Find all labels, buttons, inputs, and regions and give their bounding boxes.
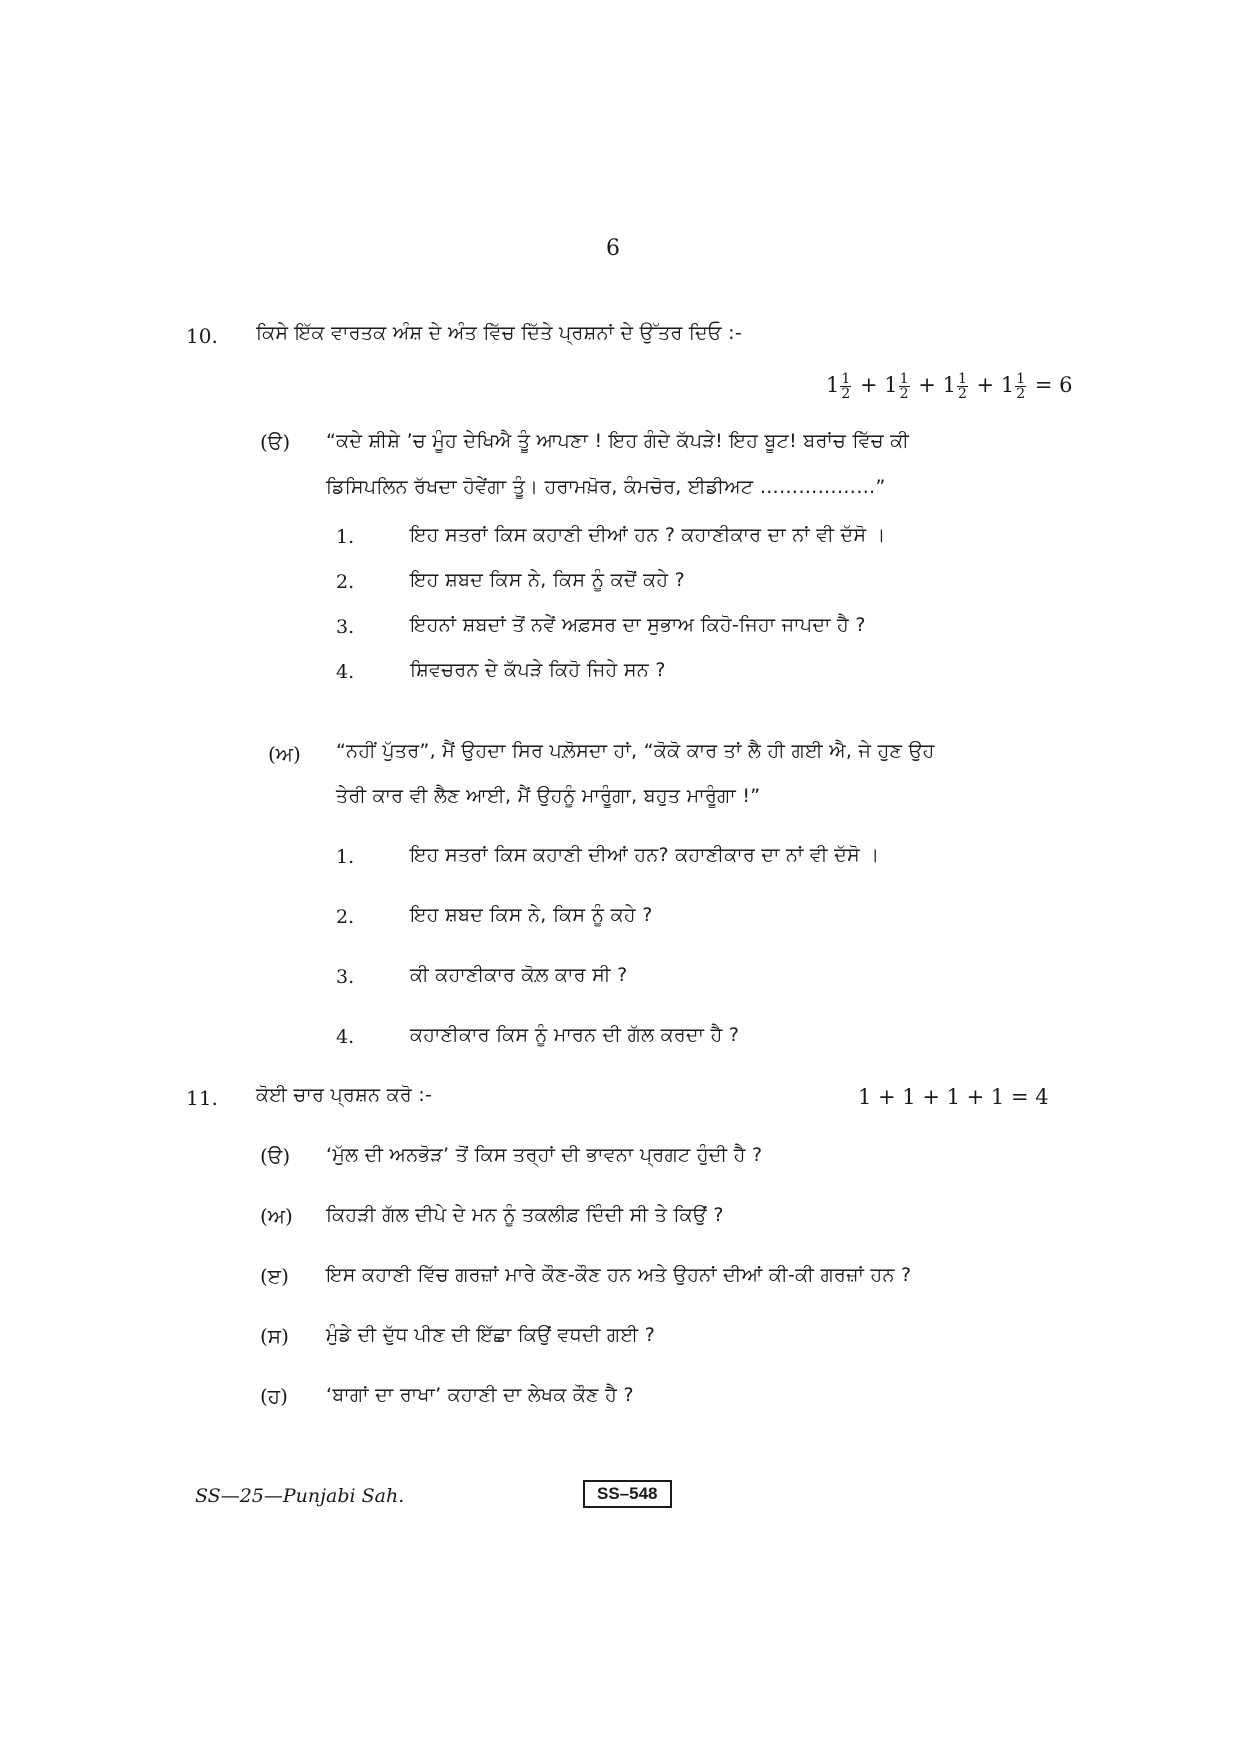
question-11-item-a-label: (ੳ) bbox=[260, 1144, 291, 1168]
footer-subject-code: SS—25—Punjabi Sah. bbox=[195, 1485, 405, 1507]
question-11-item-c-label: (ੲ) bbox=[260, 1264, 289, 1288]
passage-b-label: (ਅ) bbox=[268, 742, 301, 766]
passage-a-q1-text: ਇਹ ਸਤਰਾਂ ਕਿਸ ਕਹਾਣੀ ਦੀਆਂ ਹਨ ? ਕਹਾਣੀਕਾਰ ਦਾ ਨਾਂ ਵੀ ਦੱਸੋ । bbox=[410, 524, 886, 546]
passage-b-q1-number: 1. bbox=[336, 846, 355, 868]
question-11-marks: 1 + 1 + 1 + 1 = 4 bbox=[858, 1085, 1049, 1109]
question-11-item-e-label: (ਹ) bbox=[260, 1384, 288, 1408]
passage-a-q1-number: 1. bbox=[336, 526, 355, 548]
passage-a-q4-text: ਸ਼ਿਵਚਰਨ ਦੇ ਕੱਪੜੇ ਕਿਹੋ ਜਿਹੇ ਸਨ ? bbox=[410, 659, 666, 681]
passage-a-q2-number: 2. bbox=[336, 571, 355, 593]
question-10-marks: 1 $\frac{1}{2}$ + 1 $\frac{1}{2}$ + 1 $\frac{1}{2}$ + 1 $\frac{1}{2}$ = 6 bbox=[826, 371, 1073, 402]
passage-b-q2-number: 2. bbox=[336, 906, 355, 928]
passage-b-q2-text: ਇਹ ਸ਼ਬਦ ਕਿਸ ਨੇ, ਕਿਸ ਨੂੰ ਕਹੇ ? bbox=[410, 904, 653, 926]
question-11-number: 11. bbox=[186, 1086, 218, 1110]
passage-b-q4-number: 4. bbox=[336, 1026, 355, 1048]
question-11-item-b-text: ਕਿਹੜੀ ਗੱਲ ਦੀਪੇ ਦੇ ਮਨ ਨੂੰ ਤਕਲੀਫ਼ ਦਿੰਦੀ ਸੀ ਤੇ ਕਿਉਂ ? bbox=[326, 1204, 724, 1226]
question-11-item-d-label: (ਸ) bbox=[260, 1324, 289, 1348]
passage-a-q3-text: ਇਹਨਾਂ ਸ਼ਬਦਾਂ ਤੋਂ ਨਵੇਂ ਅਫ਼ਸਰ ਦਾ ਸੁਭਾਅ ਕਿਹੋ-ਜਿਹਾ ਜਾਪਦਾ ਹੈ ? bbox=[410, 614, 866, 636]
question-11-instruction: ਕੋਈ ਚਾਰ ਪ੍ਰਸ਼ਨ ਕਰੋ :- bbox=[256, 1084, 433, 1106]
passage-a-q4-number: 4. bbox=[336, 661, 355, 683]
footer-paper-code: SS–548 bbox=[583, 1480, 672, 1508]
passage-a-line-1: “ਕਦੇ ਸ਼ੀਸ਼ੇ ’ਚ ਮੂੰਹ ਦੇਖਿਐ ਤੂੰ ਆਪਣਾ ! ਇਹ ਗੰਦੇ ਕੱਪੜੇ! ਇਹ ਬੂਟ! ਬਰਾਂਚ ਵਿੱਚ ਕੀ bbox=[326, 430, 910, 452]
question-11-item-c-text: ਇਸ ਕਹਾਣੀ ਵਿੱਚ ਗਰਜ਼ਾਂ ਮਾਰੇ ਕੌਣ-ਕੌਣ ਹਨ ਅਤੇ ਉਹਨਾਂ ਦੀਆਂ ਕੀ-ਕੀ ਗਰਜ਼ਾਂ ਹਨ ? bbox=[326, 1264, 912, 1286]
passage-b-q1-text: ਇਹ ਸਤਰਾਂ ਕਿਸ ਕਹਾਣੀ ਦੀਆਂ ਹਨ? ਕਹਾਣੀਕਾਰ ਦਾ ਨਾਂ ਵੀ ਦੱਸੋ । bbox=[410, 844, 880, 866]
page-number: 6 bbox=[606, 236, 620, 261]
question-10-number: 10. bbox=[186, 324, 218, 348]
passage-b-line-2: ਤੇਰੀ ਕਾਰ ਵੀ ਲੈਣ ਆਈ, ਮੈਂ ਉਹਨੂੰ ਮਾਰੂੰਗਾ, ਬਹੁਤ ਮਾਰੂੰਗਾ !” bbox=[336, 785, 761, 807]
passage-b-q3-number: 3. bbox=[336, 966, 355, 988]
passage-b-q4-text: ਕਹਾਣੀਕਾਰ ਕਿਸ ਨੂੰ ਮਾਰਨ ਦੀ ਗੱਲ ਕਰਦਾ ਹੈ ? bbox=[410, 1024, 740, 1046]
passage-a-line-2: ਡਿਸਿਪਲਿਨ ਰੱਖਦਾ ਹੋਵੇਂਗਾ ਤੂੰ। ਹਰਾਮਖ਼ੋਰ, ਕੰਮਚੋਰ, ਈਡੀਅਟ ………………” bbox=[326, 476, 886, 498]
question-11-item-a-text: ‘ਮੁੱਲ ਦੀ ਅਨਭੋੜ’ ਤੋਂ ਕਿਸ ਤਰ੍ਹਾਂ ਦੀ ਭਾਵਨਾ ਪ੍ਰਗਟ ਹੁੰਦੀ ਹੈ ? bbox=[326, 1144, 763, 1166]
question-11-item-e-text: ‘ਬਾਗਾਂ ਦਾ ਰਾਖਾ’ ਕਹਾਣੀ ਦਾ ਲੇਖਕ ਕੌਣ ਹੈ ? bbox=[326, 1384, 634, 1406]
passage-a-q2-text: ਇਹ ਸ਼ਬਦ ਕਿਸ ਨੇ, ਕਿਸ ਨੂੰ ਕਦੋਂ ਕਹੇ ? bbox=[410, 569, 686, 591]
question-11-item-d-text: ਮੁੰਡੇ ਦੀ ਦੁੱਧ ਪੀਣ ਦੀ ਇੱਛਾ ਕਿਉਂ ਵਧਦੀ ਗਈ ? bbox=[326, 1324, 656, 1346]
passage-b-q3-text: ਕੀ ਕਹਾਣੀਕਾਰ ਕੋਲ਼ ਕਾਰ ਸੀ ? bbox=[410, 964, 628, 986]
passage-b-line-1: “ਨਹੀਂ ਪੁੱਤਰ”, ਮੈਂ ਉਹਦਾ ਸਿਰ ਪਲ਼ੋਸਦਾ ਹਾਂ, “ਕੋਕੋ ਕਾਰ ਤਾਂ ਲੈ ਹੀ ਗਈ ਐ, ਜੇ ਹੁਣ ਉਹ bbox=[336, 740, 935, 762]
question-11-item-b-label: (ਅ) bbox=[260, 1204, 293, 1228]
passage-a-label: (ੳ) bbox=[260, 430, 291, 454]
passage-a-q3-number: 3. bbox=[336, 616, 355, 638]
question-10-instruction: ਕਿਸੇ ਇੱਕ ਵਾਰਤਕ ਅੰਸ਼ ਦੇ ਅੰਤ ਵਿੱਚ ਦਿੱਤੇ ਪ੍ਰਸ਼ਨਾਂ ਦੇ ਉੱਤਰ ਦਿਓ :- bbox=[256, 322, 742, 344]
